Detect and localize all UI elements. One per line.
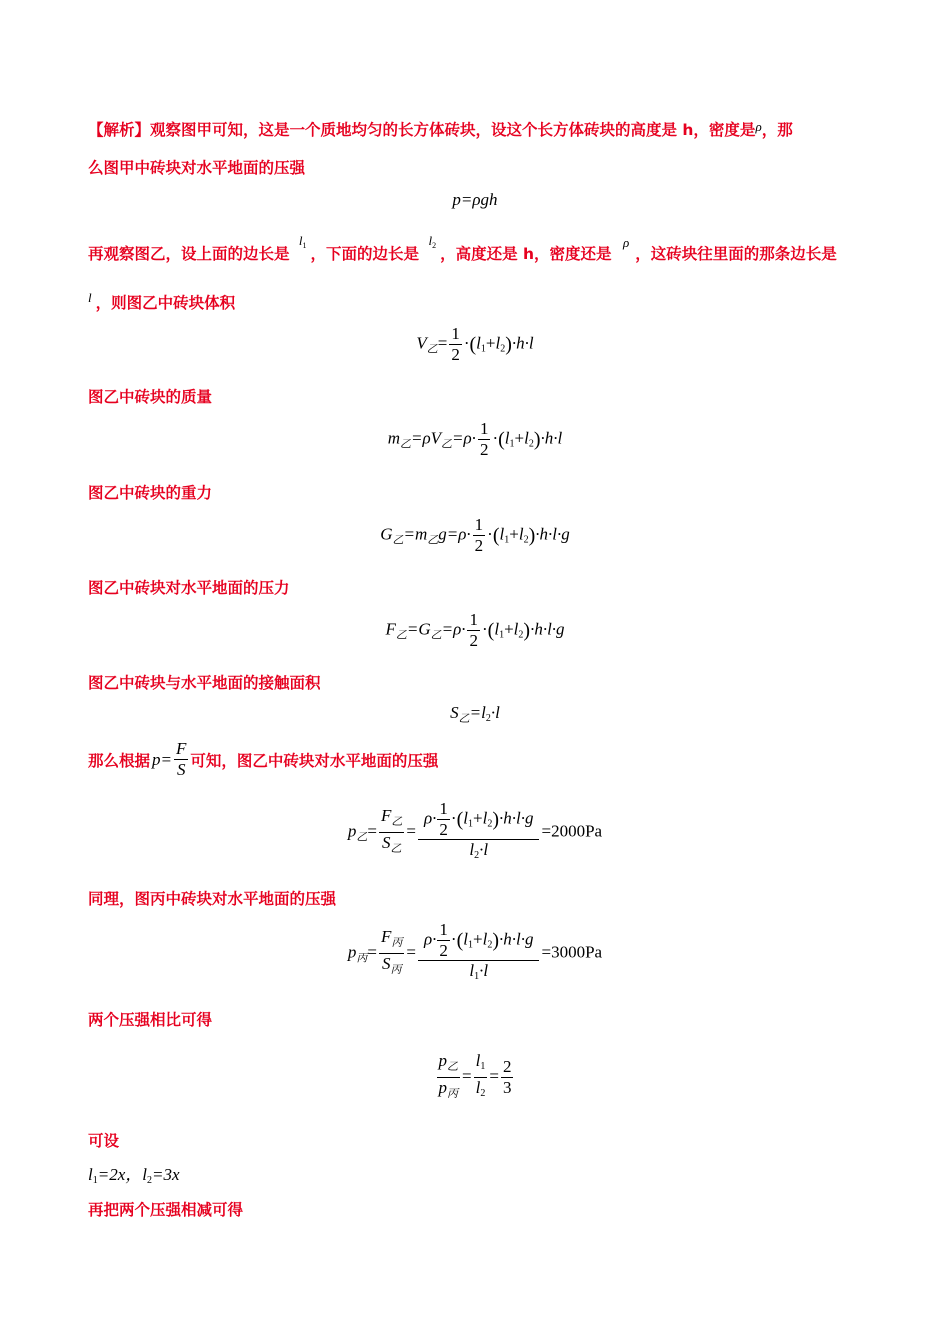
label-subtract: 再把两个压强相减可得 <box>88 1201 244 1219</box>
l1-symbol: l1 <box>298 233 307 250</box>
label-weight: 图乙中砖块的重力 <box>88 484 213 502</box>
label-mass: 图乙中砖块的质量 <box>88 388 213 406</box>
rho-symbol: ρ <box>755 119 762 134</box>
formula-p: p= <box>152 749 172 769</box>
para-pressure-b: 可知，图乙中砖块对水平地面的压强 <box>190 751 439 770</box>
label-force: 图乙中砖块对水平地面的压力 <box>88 579 290 597</box>
label-ratio: 两个压强相比可得 <box>88 1011 213 1029</box>
formula-fraction: $\frac{F}{S}$ <box>176 739 187 779</box>
equation-pressure-yi: $p_乙=$ $\frac{F_乙}{S_乙}$ = ρ· $\frac{1}{2}$ $\cdot(l_1+l_2)\cdot h\cdot l\cdot g$ $l_2\cdot l$ =2000Pa <box>347 799 603 861</box>
intro-text-1-end: ，那 <box>761 121 793 139</box>
rho-symbol-2: ρ <box>622 235 630 250</box>
equation-mass: $m_乙=\rho V_乙=\rho\cdot$ $\frac{1}{2}$ $\cdot(l_1+l_2)\cdot h\cdot l$ <box>387 419 563 459</box>
para-pressure-a: 那么根据 <box>88 751 151 770</box>
equation-pressure-bing: $p_丙=$ $\frac{F_丙}{S_丙}$ = ρ· $\frac{1}{2}$ $\cdot(l_1+l_2)\cdot h\cdot l\cdot g$ $l_1\cdot l$ =3000Pa <box>347 920 603 982</box>
label-bing: 同理，图丙中砖块对水平地面的压强 <box>88 890 337 908</box>
paragraph-2-line-1 <box>88 233 837 264</box>
para2-text-d: ，这砖块往里面的那条边长是 <box>635 245 837 263</box>
equation-pressure-jia: p=ρgh <box>452 190 498 209</box>
label-let: 可设 <box>88 1132 120 1150</box>
equation-force: $F_乙=G_乙=\rho\cdot$ $\frac{1}{2}$ $\cdot(l_1+l_2)\cdot h\cdot l\cdot g$ <box>385 610 565 650</box>
para2-text-c: ，高度还是 h，密度还是 <box>440 245 612 263</box>
equation-weight: $G_乙=m_乙g=\rho\cdot$ $\frac{1}{2}$ $\cdot(l_1+l_2)\cdot h\cdot l\cdot g$ <box>380 515 570 555</box>
l2-symbol: l2 <box>428 233 437 250</box>
equation-area: $S_乙=l_2\cdot l$ <box>450 703 500 725</box>
equation-let: $l_1=2x$，$l_2=3x$ <box>88 1165 180 1186</box>
intro-line-1 <box>88 118 793 140</box>
para2-text-e: ，则图乙中砖块体积 <box>95 294 236 312</box>
paragraph-pressure <box>88 740 438 779</box>
para2-text-a: 再观察图乙，设上面的边长是 <box>88 245 290 263</box>
equation-volume: $V_乙=$ $\frac{1}{2}$ $\cdot(l_1+l_2)\cdot h\cdot l$ <box>416 324 534 364</box>
equation-ratio: $\frac{p_乙}{p_丙}$ = $\frac{l_1}{l_2}$ = $\frac{2}{3}$ <box>438 1051 512 1100</box>
intro-text-1: 【解析】观察图甲可知，这是一个质地均匀的长方体砖块，设这个长方体砖块的高度是 h，密度是 <box>88 121 756 139</box>
l-symbol: l <box>88 290 92 305</box>
paragraph-2-line-2 <box>88 291 235 313</box>
label-area: 图乙中砖块与水平地面的接触面积 <box>88 674 321 692</box>
intro-line-2: 么图甲中砖块对水平地面的压强 <box>88 159 306 177</box>
para2-text-b: ，下面的边长是 <box>310 245 420 263</box>
